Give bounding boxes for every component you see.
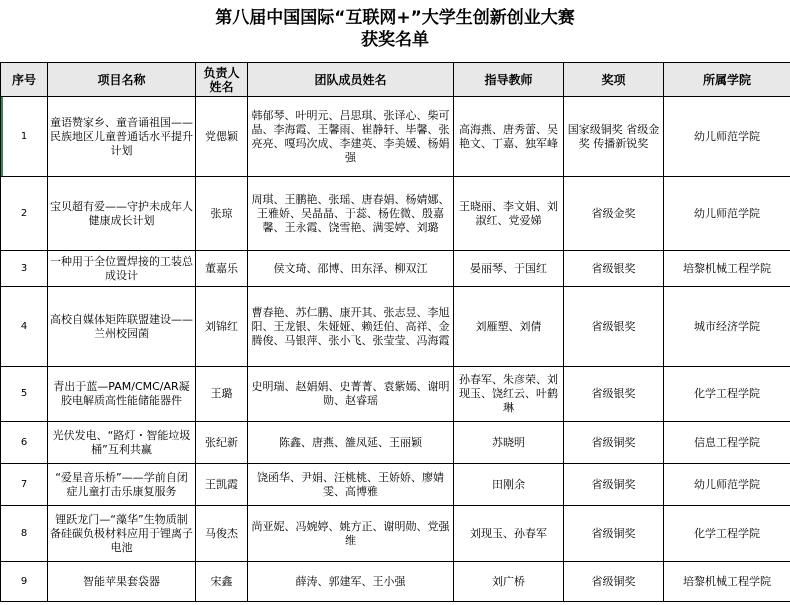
cell-advisors[interactable]: 苏晓明 <box>454 422 564 464</box>
cell-advisors[interactable]: 孙春军、朱彦荣、刘现玉、饶红云、叶鹤琳 <box>454 367 564 422</box>
cell-project[interactable]: 光伏发电、“路灯・智能垃圾桶”互利共赢 <box>48 422 196 464</box>
cell-project[interactable]: 青出于蓝—PAM/CMC/AR凝胶电解质高性能储能器件 <box>48 367 196 422</box>
cell-project[interactable]: 一种用于全位置焊接的工装总成设计 <box>48 251 196 287</box>
cell-leader[interactable]: 董嘉乐 <box>196 251 248 287</box>
cell-members[interactable]: 薛涛、郭建军、王小强 <box>248 562 454 602</box>
cell-college[interactable]: 幼儿师范学院 <box>664 97 790 177</box>
page-subtitle: 获奖名单 <box>361 30 429 50</box>
cell-award[interactable]: 省级铜奖 <box>564 562 664 602</box>
cell-num[interactable]: 8 <box>1 506 48 562</box>
cell-advisors[interactable]: 刘广桥 <box>454 562 564 602</box>
table-row <box>1 177 790 251</box>
table-row <box>1 562 790 602</box>
cell-advisors[interactable]: 晏丽琴、于国红 <box>454 251 564 287</box>
cell-college[interactable]: 信息工程学院 <box>664 422 790 464</box>
cell-num[interactable]: 5 <box>1 367 48 422</box>
cell-project[interactable]: “爱星音乐桥”——学前自闭症儿童打击乐康复服务 <box>48 464 196 506</box>
cell-leader[interactable]: 张纪新 <box>196 422 248 464</box>
cell-award[interactable]: 省级铜奖 <box>564 464 664 506</box>
cell-num[interactable]: 4 <box>1 287 48 367</box>
header-leader[interactable]: 负责人姓名 <box>196 63 248 97</box>
table-row <box>1 422 790 464</box>
cell-num[interactable]: 6 <box>1 422 48 464</box>
cell-num[interactable]: 1 <box>1 97 48 177</box>
cell-award[interactable]: 省级铜奖 <box>564 422 664 464</box>
cell-project[interactable]: 高校自媒体矩阵联盟建设——兰州校园菌 <box>48 287 196 367</box>
cell-members[interactable]: 史明瑞、赵娟娟、史菁菁、袁紫嫣、谢明勋、赵睿瑶 <box>248 367 454 422</box>
cell-members[interactable]: 尚亚妮、冯婉婷、姚方正、谢明勋、党强维 <box>248 506 454 562</box>
cell-leader[interactable]: 张琼 <box>196 177 248 251</box>
cell-award[interactable]: 省级金奖 <box>564 177 664 251</box>
cell-college[interactable]: 化学工程学院 <box>664 367 790 422</box>
cell-num[interactable]: 9 <box>1 562 48 602</box>
cell-award[interactable]: 省级银奖 <box>564 367 664 422</box>
cell-advisors[interactable]: 刘现玉、孙春军 <box>454 506 564 562</box>
cell-college[interactable]: 培黎机械工程学院 <box>664 251 790 287</box>
table-row <box>1 464 790 506</box>
cell-leader[interactable]: 刘锦红 <box>196 287 248 367</box>
header-award[interactable]: 奖项 <box>564 63 664 97</box>
table-row <box>1 367 790 422</box>
cell-num[interactable]: 2 <box>1 177 48 251</box>
cell-num[interactable]: 3 <box>1 251 48 287</box>
cell-college[interactable]: 城市经济学院 <box>664 287 790 367</box>
page-title: 第八届中国国际“互联网+”大学生创新创业大赛 <box>215 8 575 28</box>
award-table <box>0 62 790 602</box>
cell-award[interactable]: 国家级铜奖 省级金奖 传播新锐奖 <box>564 97 664 177</box>
cell-leader[interactable]: 宋鑫 <box>196 562 248 602</box>
cell-award[interactable]: 省级铜奖 <box>564 506 664 562</box>
header-advisors[interactable]: 指导教师 <box>454 63 564 97</box>
table-row <box>1 251 790 287</box>
header-row <box>1 63 790 97</box>
cell-leader[interactable]: 马俊杰 <box>196 506 248 562</box>
title-block <box>0 0 790 62</box>
cell-advisors[interactable]: 刘雁塑、刘倩 <box>454 287 564 367</box>
cell-advisors[interactable]: 高海燕、唐秀蕾、吴艳文、丁嘉、独军峰 <box>454 97 564 177</box>
cell-college[interactable]: 幼儿师范学院 <box>664 464 790 506</box>
cell-project[interactable]: 童语赞家乡、童音诵祖国——民族地区儿童普通话水平提升计划 <box>48 97 196 177</box>
header-college[interactable]: 所属学院 <box>664 63 790 97</box>
cell-members[interactable]: 曹春艳、苏仁鹏、康开其、张志昱、李旭阳、王龙银、朱娅娅、赖廷伯、高祥、金腾俊、马银萍、张小飞、张莹莹、冯海霞 <box>248 287 454 367</box>
cell-leader[interactable]: 王璐 <box>196 367 248 422</box>
table-row <box>1 506 790 562</box>
cell-college[interactable]: 培黎机械工程学院 <box>664 562 790 602</box>
cell-members[interactable]: 陈鑫、唐燕、雒凤延、王丽颖 <box>248 422 454 464</box>
header-project[interactable]: 项目名称 <box>48 63 196 97</box>
cell-project[interactable]: 锂跃龙门—“藻华”生物质制备硅碳负极材料应用于锂离子电池 <box>48 506 196 562</box>
cell-leader[interactable]: 党偲颖 <box>196 97 248 177</box>
header-members[interactable]: 团队成员姓名 <box>248 63 454 97</box>
cell-college[interactable]: 幼儿师范学院 <box>664 177 790 251</box>
cell-members[interactable]: 侯文琦、邵博、田东泽、柳双江 <box>248 251 454 287</box>
table-row <box>1 97 790 177</box>
cell-members[interactable]: 周琪、王鹏艳、张瑶、唐春娟、杨婧娜、王雅娇、吴晶晶、于蕊、杨佐微、殷嘉馨、王永霞、饶雪艳、满雯婷、刘璐 <box>248 177 454 251</box>
cell-leader[interactable]: 王凯霞 <box>196 464 248 506</box>
cell-members[interactable]: 韩郁琴、叶明元、吕思琪、张译心、柴可晶、李海霞、王馨雨、崔静轩、毕馨、张亮亮、嘎玛次成、李建英、李美媛、杨娟强 <box>248 97 454 177</box>
cell-members[interactable]: 饶函华、尹娟、汪桃桃、王娇娇、廖婧雯、高博雅 <box>248 464 454 506</box>
cell-college[interactable]: 化学工程学院 <box>664 506 790 562</box>
table-row <box>1 287 790 367</box>
cell-project[interactable]: 宝贝超有爱——守护未成年人健康成长计划 <box>48 177 196 251</box>
cell-num[interactable]: 7 <box>1 464 48 506</box>
cell-project[interactable]: 智能苹果套袋器 <box>48 562 196 602</box>
cell-award[interactable]: 省级银奖 <box>564 251 664 287</box>
cell-advisors[interactable]: 田刚余 <box>454 464 564 506</box>
cell-advisors[interactable]: 王晓丽、李文娟、刘淑红、党爱娣 <box>454 177 564 251</box>
header-num[interactable]: 序号 <box>1 63 48 97</box>
cell-award[interactable]: 省级银奖 <box>564 287 664 367</box>
